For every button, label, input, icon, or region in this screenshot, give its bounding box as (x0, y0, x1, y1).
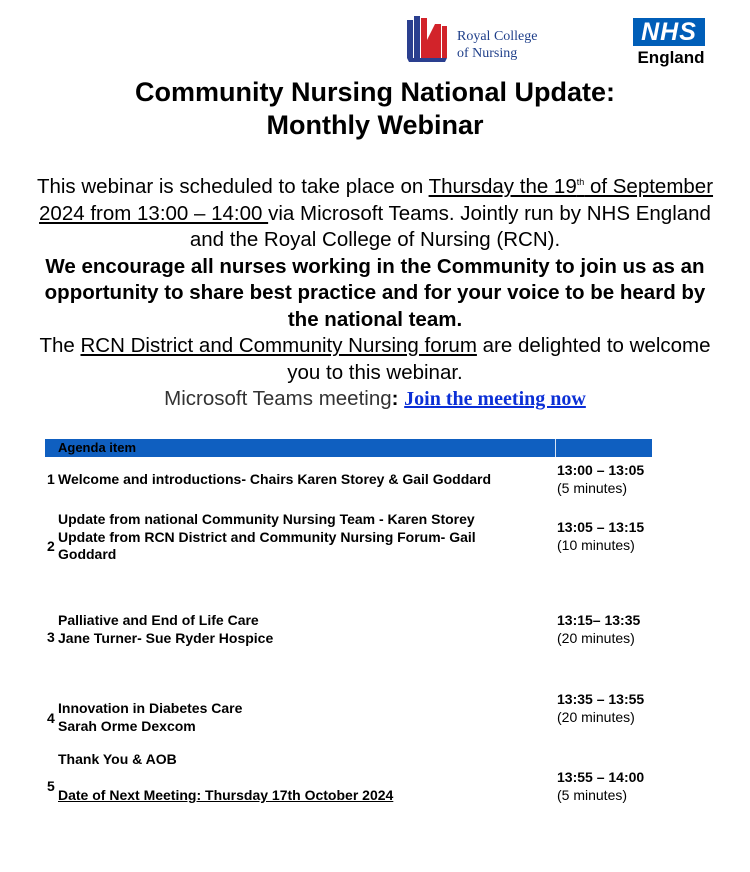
teams-label: Microsoft Teams meeting (164, 387, 392, 410)
row-item-line: Palliative and End of Life Care (58, 612, 259, 628)
row-item (58, 700, 548, 735)
forum-post: are delighted to welcome you to this webinar. (287, 334, 711, 384)
teams-colon: : (391, 387, 405, 410)
agenda-header-label: Agenda item (58, 440, 137, 455)
date-part1: Thursday the 19 (428, 175, 577, 198)
row-item-line: Jane Turner- Sue Ryder Hospice (58, 629, 274, 646)
row-item-line: Innovation in Diabetes Care (58, 700, 243, 716)
duration: (10 minutes) (557, 536, 635, 553)
nhs-england-label: England (637, 48, 705, 67)
nhs-badge: NHS (633, 18, 705, 46)
agenda-header (45, 439, 652, 457)
row-number: 1 (47, 471, 55, 487)
row-item (58, 471, 548, 489)
join-meeting-link[interactable]: Join the meeting now (404, 388, 586, 410)
row-item-line: Update from RCN District and Community Nursing Forum- Gail Goddard (58, 528, 476, 562)
row-item-line: Update from national Community Nursing Team - Karen Storey (58, 511, 475, 527)
rcn-logo (405, 14, 545, 70)
title-line2: Monthly Webinar (266, 110, 484, 140)
row-time (557, 519, 697, 554)
time-range: 13:05 – 13:15 (557, 519, 645, 535)
time-range: 13:55 – 14:00 (557, 769, 645, 785)
row-item (58, 511, 528, 564)
row-time (557, 462, 697, 497)
date-part2: of September 2024 from 13:00 – 14:00 (39, 175, 714, 225)
intro-paragraph (30, 174, 720, 413)
row-number: 5 (47, 778, 55, 794)
row-number: 3 (47, 629, 55, 645)
title-line1: Community Nursing National Update: (134, 77, 615, 107)
time-range: 13:00 – 13:05 (557, 462, 645, 478)
nhs-england-logo (633, 18, 709, 72)
row-number: 2 (47, 538, 55, 554)
intro-text: This webinar is scheduled to take place on (36, 175, 429, 198)
time-range: 13:15– 13:35 (557, 612, 641, 628)
row-item (58, 612, 548, 647)
duration: (20 minutes) (557, 708, 635, 725)
rcn-logo-text (457, 28, 538, 62)
duration: (5 minutes) (557, 786, 628, 803)
row-item-line: Thank You & AOB (58, 751, 177, 767)
duration: (5 minutes) (557, 479, 628, 496)
next-meeting-date: Date of Next Meeting: Thursday 17th October 2024 (58, 787, 394, 803)
agenda-header-divider (555, 439, 556, 457)
row-item-line: Sarah Orme Dexcom (58, 717, 196, 734)
rcn-line1: Royal College (457, 29, 538, 44)
encourage-text: We encourage all nurses working in the Community to join us as an opportunity to share best practice and for your voice to be heard by the national team. (44, 254, 706, 331)
row-number: 4 (47, 710, 55, 726)
row-time (557, 691, 697, 726)
rcn-line2: of Nursing (457, 46, 518, 61)
rcn-hand-icon (405, 14, 453, 64)
date-sup: th (576, 177, 585, 188)
forum-link[interactable]: RCN District and Community Nursing forum (80, 334, 477, 357)
row-item (58, 751, 548, 769)
row-item-line: Welcome and introductions- Chairs Karen Storey & Gail Goddard (58, 471, 492, 487)
row-time (557, 612, 697, 647)
page-title (0, 76, 750, 142)
duration: (20 minutes) (557, 629, 635, 646)
intro-rest: via Microsoft Teams. Jointly run by NHS England and the Royal College of Nursing (RCN). (189, 201, 711, 251)
row-time (557, 769, 697, 804)
time-range: 13:35 – 13:55 (557, 691, 645, 707)
forum-pre: The (39, 334, 81, 357)
